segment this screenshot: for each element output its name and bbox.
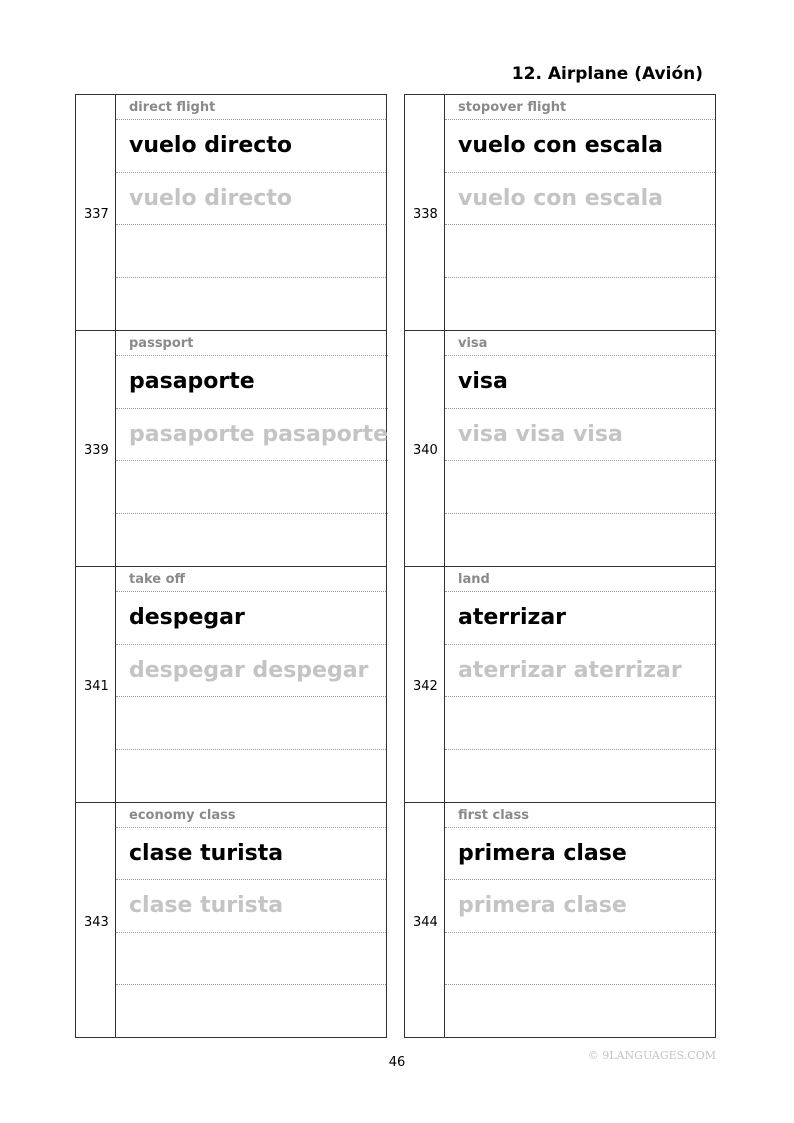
vocab-card	[75, 566, 387, 802]
vocab-card	[75, 330, 387, 566]
english-gloss: take off	[116, 567, 386, 592]
spanish-word: visa	[458, 369, 508, 395]
practice-line	[116, 933, 386, 985]
practice-line	[445, 225, 715, 278]
practice-line	[116, 985, 386, 1037]
spanish-word: primera clase	[458, 841, 627, 867]
vocab-card	[404, 94, 716, 330]
tracing-text: clase turista	[129, 893, 284, 919]
tracing-text: aterrizar aterrizar	[458, 657, 682, 683]
tracing-text: vuelo directo	[129, 185, 292, 211]
page-title: 12. Airplane (Avión)	[511, 64, 703, 84]
entry-number: 344	[405, 803, 445, 1037]
practice-line	[445, 461, 715, 514]
tracing-text: primera clase	[458, 893, 627, 919]
tracing-text: visa visa visa	[458, 421, 623, 447]
practice-line	[445, 697, 715, 750]
entry-number: 339	[76, 331, 116, 566]
vocab-card	[75, 802, 387, 1038]
vocab-card	[404, 566, 716, 802]
practice-line	[445, 278, 715, 331]
english-gloss: direct flight	[116, 95, 386, 120]
spanish-word: despegar	[129, 605, 245, 631]
practice-line	[116, 461, 388, 514]
spanish-word: clase turista	[129, 841, 284, 867]
spanish-word: aterrizar	[458, 605, 567, 631]
vocab-column-right	[404, 94, 716, 1038]
practice-line	[445, 933, 715, 985]
entry-number: 340	[405, 331, 445, 566]
tracing-text: vuelo con escala	[458, 185, 664, 211]
english-gloss: land	[445, 567, 715, 592]
english-gloss: economy class	[116, 803, 386, 828]
english-gloss: first class	[445, 803, 715, 828]
practice-line	[116, 225, 386, 278]
spanish-word: vuelo directo	[129, 133, 292, 159]
entry-number: 341	[76, 567, 116, 802]
practice-line	[445, 514, 715, 567]
vocab-card	[404, 802, 716, 1038]
english-gloss: stopover flight	[445, 95, 715, 120]
entry-number: 343	[76, 803, 116, 1037]
practice-line	[116, 514, 388, 567]
practice-line	[445, 985, 715, 1037]
practice-line	[116, 750, 386, 803]
tracing-text: despegar despegar	[129, 657, 369, 683]
english-gloss: visa	[445, 331, 715, 356]
spanish-word: vuelo con escala	[458, 133, 664, 159]
practice-line	[445, 750, 715, 803]
vocab-card	[75, 94, 387, 330]
tracing-text: pasaporte pasaporte	[129, 421, 389, 447]
entry-number: 337	[76, 95, 116, 330]
vocab-column-left	[75, 94, 387, 1038]
practice-line	[116, 278, 386, 331]
english-gloss: passport	[116, 331, 388, 356]
page-number: 46	[388, 1055, 406, 1070]
practice-line	[116, 697, 386, 750]
spanish-word: pasaporte	[129, 369, 255, 395]
vocab-card	[404, 330, 716, 566]
copyright-notice: © 9LANGUAGES.COM	[587, 1049, 716, 1062]
entry-number: 342	[405, 567, 445, 802]
entry-number: 338	[405, 95, 445, 330]
